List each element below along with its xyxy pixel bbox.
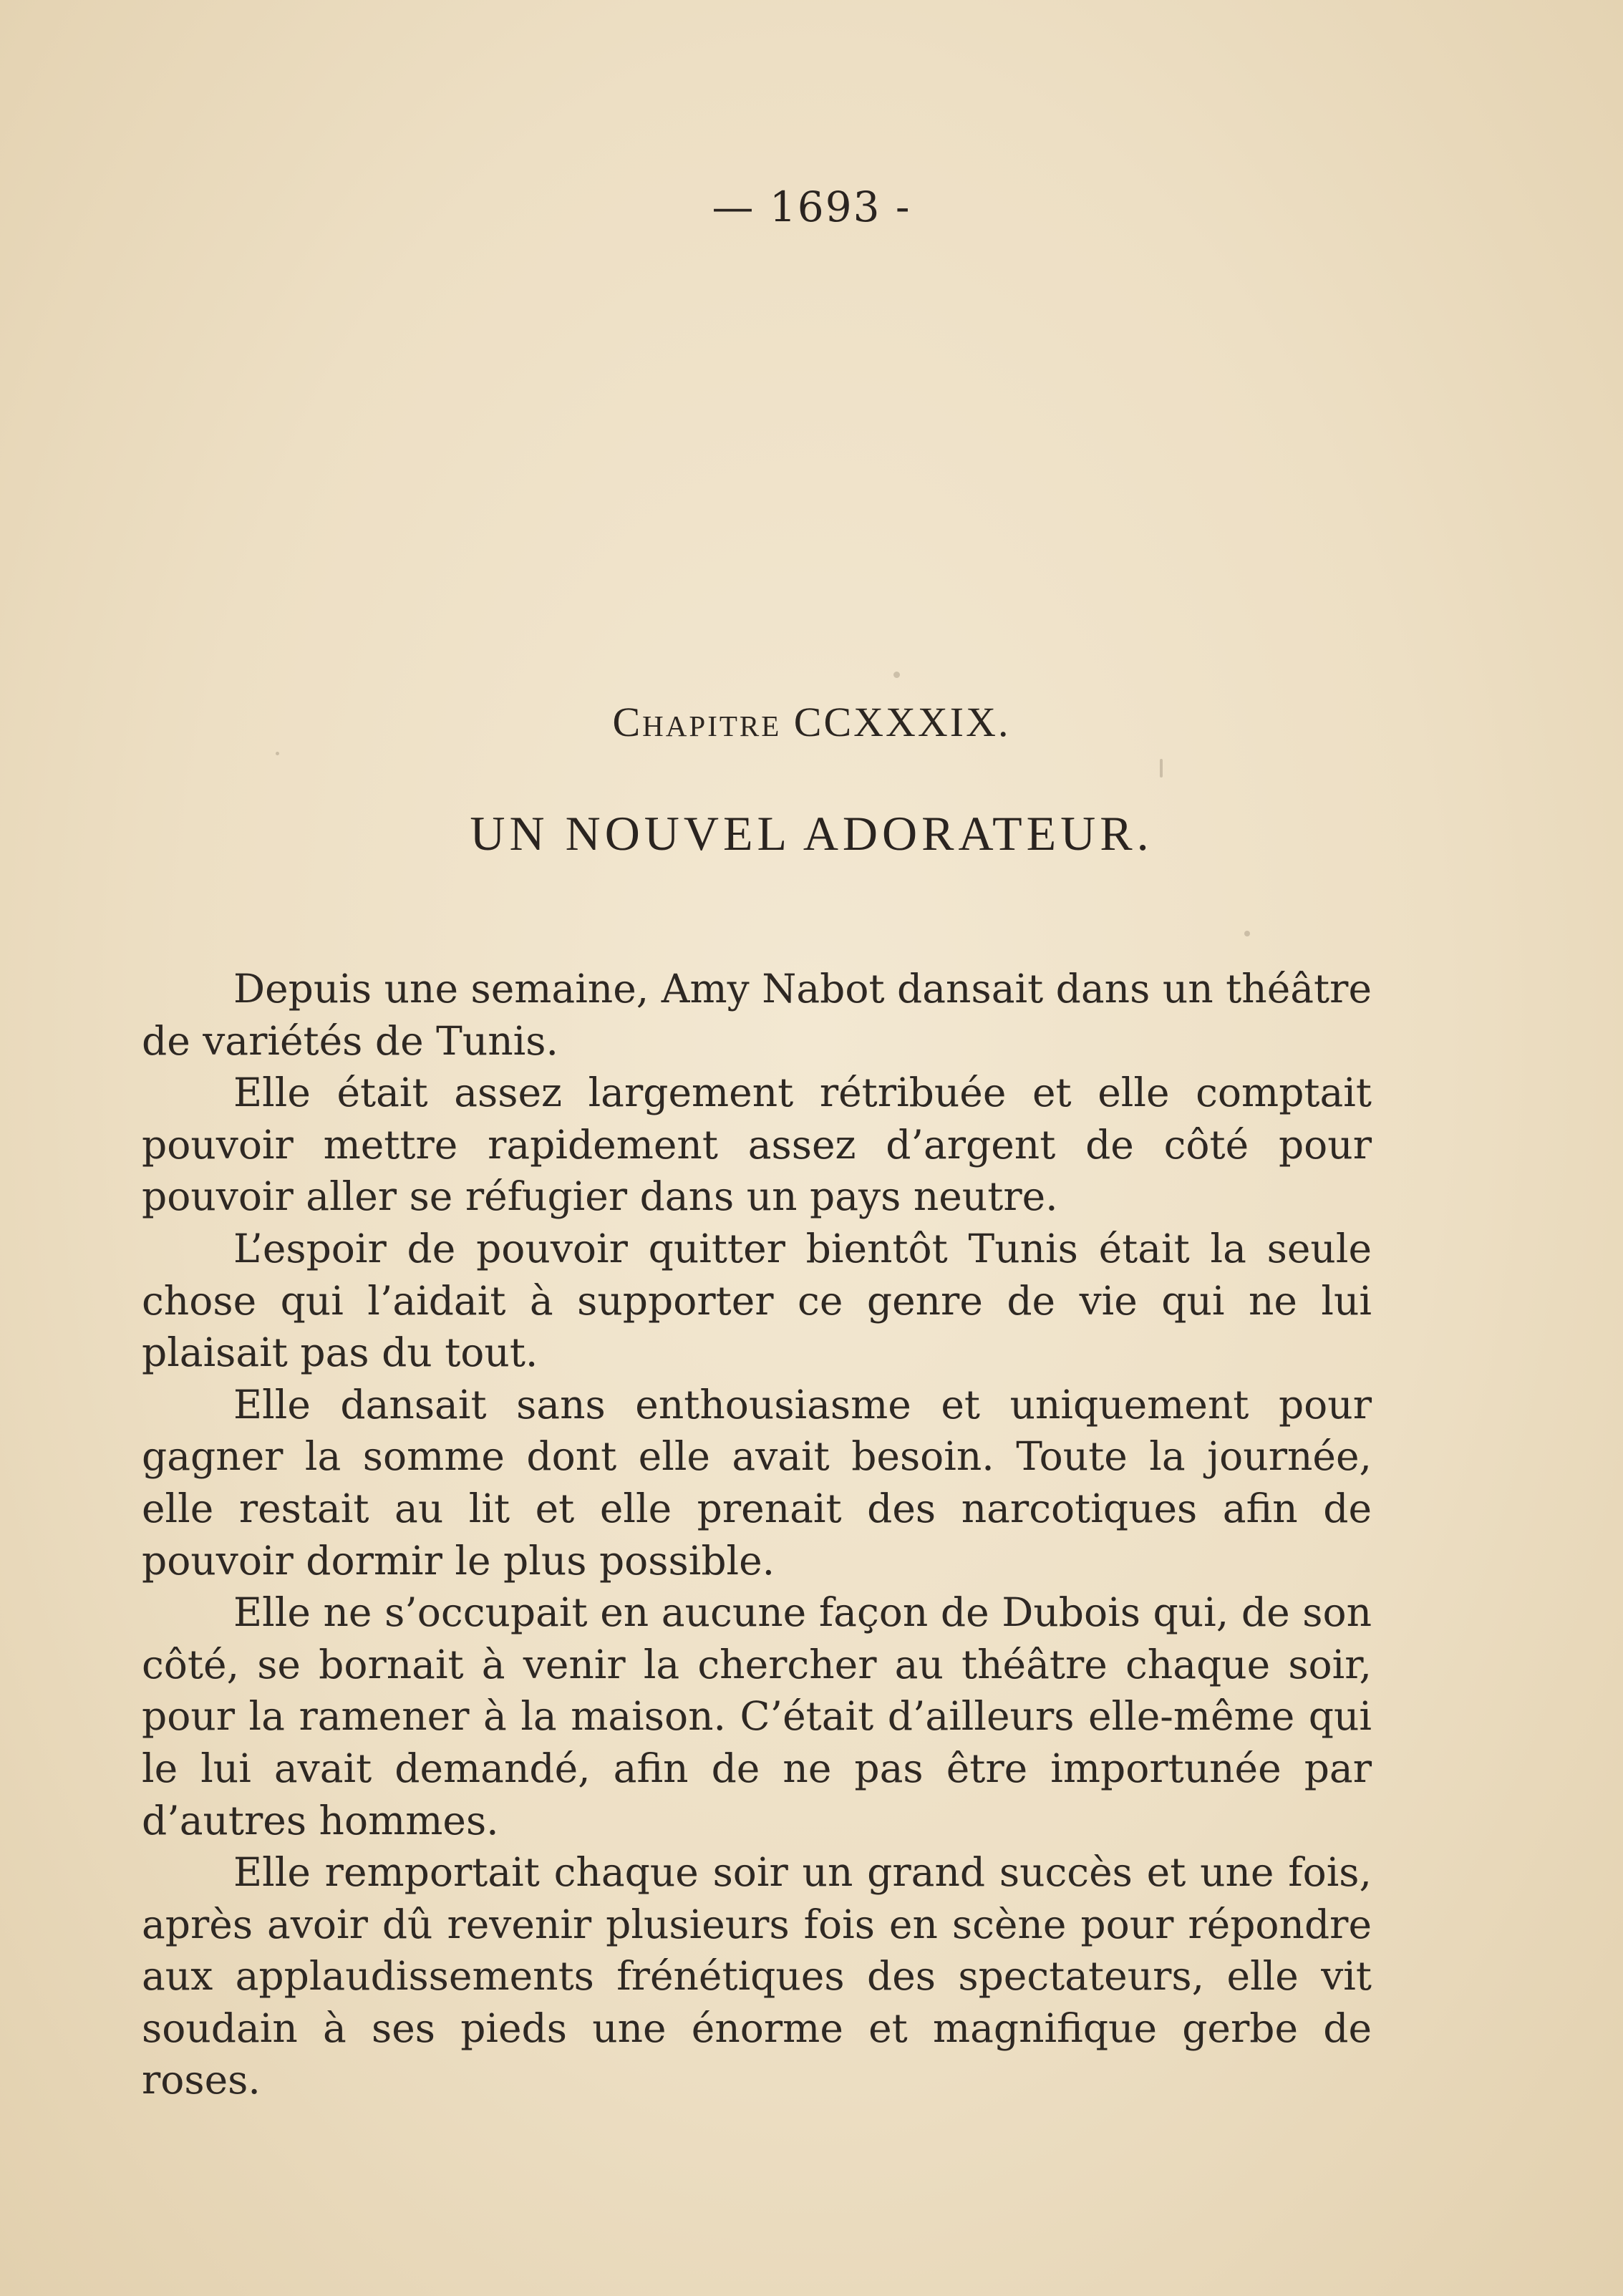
paragraph: Elle était assez largement rétribuée et elle comptait pouvoir mettre rapidement assez d’argent de côté pour pouvoir aller se réfugier dans un pays neutre.	[142, 1070, 1372, 1220]
paragraph: Elle ne s’occupait en aucune façon de Dubois qui, de son côté, se bornait à venir la chercher au théâtre chaque soir, pour la ramener à la maison. C’était d’ailleurs elle-même qui le lui avait demandé, afin de ne pas être importunée par d’autres hommes.	[142, 1589, 1372, 1844]
print-speck	[893, 672, 900, 678]
body-text	[142, 963, 1372, 2106]
print-speck	[1244, 931, 1250, 936]
print-speck	[1160, 759, 1163, 778]
paragraph: Elle dansait sans enthousiasme et uniquement pour gagner la somme dont elle avait besoin. Toute la journée, elle restait au lit et elle prenait des narcotiques afin de pouvoir dormir le plus possible.	[142, 1381, 1372, 1584]
chapter-heading: Chapitre CCXXXIX.	[612, 699, 1011, 745]
paragraph: Elle remportait chaque soir un grand succès et une fois, après avoir dû revenir plusieurs fois en scène pour répondre aux applaudissements frénétiques des spectateurs, elle vit soudain à ses pieds une énorme et magnifique gerbe de roses.	[142, 1849, 1372, 2103]
paragraph: L’espoir de pouvoir quitter bientôt Tunis était la seule chose qui l’aidait à supporter ce genre de vie qui ne lui plaisait pas du tout.	[142, 1225, 1372, 1376]
paragraph: Depuis une semaine, Amy Nabot dansait dans un théâtre de variétés de Tunis.	[142, 966, 1372, 1064]
print-speck	[276, 752, 279, 755]
page-number: — 1693 -	[712, 183, 911, 231]
chapter-title: UN NOUVEL ADORATEUR.	[470, 806, 1153, 861]
